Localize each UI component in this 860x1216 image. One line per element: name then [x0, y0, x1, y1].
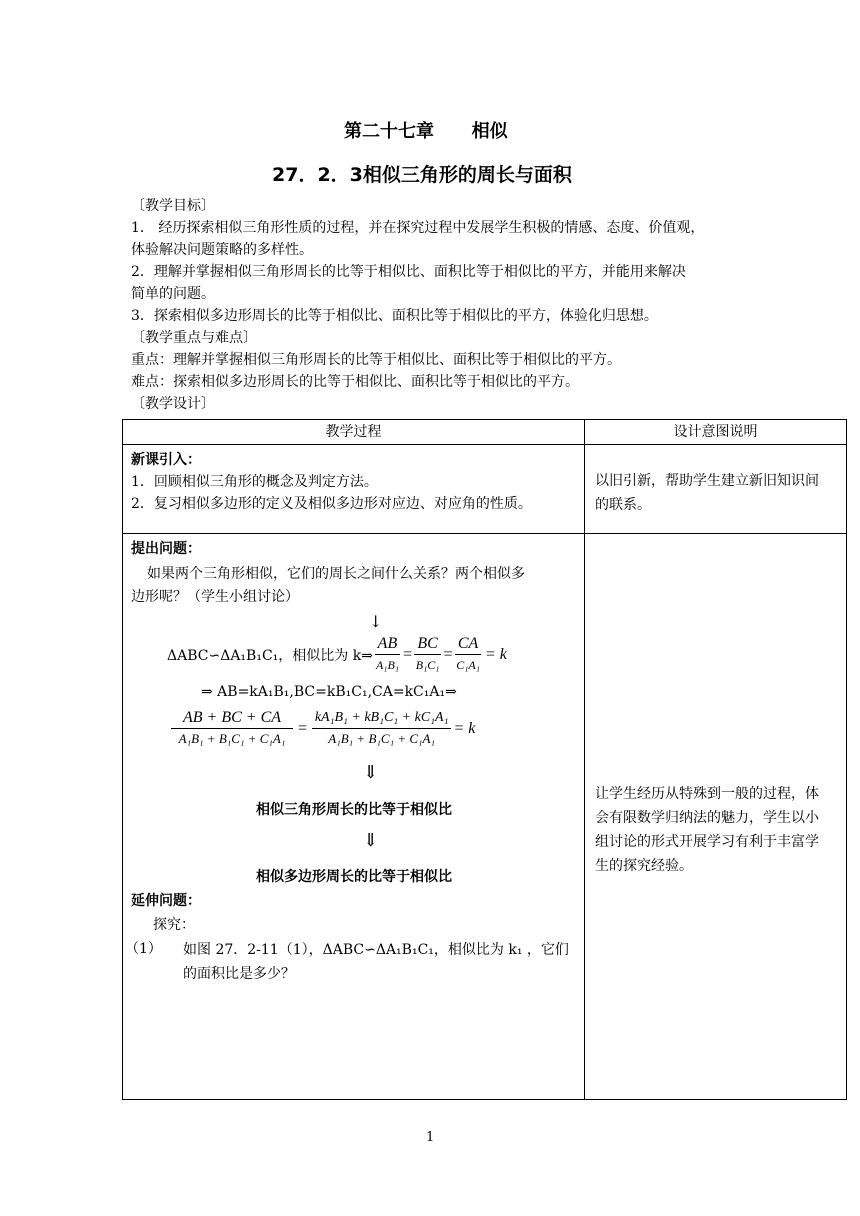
problem-process-cell	[123, 534, 585, 1100]
intro-goals-heading: 〔教学目标〕	[131, 198, 215, 214]
fraction-ca-num: CA	[455, 634, 481, 655]
header-process: 教学过程	[123, 420, 585, 445]
equals-k-2: = k	[453, 719, 476, 737]
perimeter-fraction-1	[171, 708, 293, 749]
explore-label: 探究：	[153, 917, 195, 933]
intro-goal-1: 1． 经历探索相似三角形性质的过程，并在探究过程中发展学生积极的情感、态度、价值观，	[131, 220, 705, 236]
similarity-equation	[167, 634, 507, 675]
intro-focus-heading: 〔教学重点与难点〕	[131, 330, 257, 346]
table-row-intro	[123, 445, 847, 534]
table-row-problem	[123, 534, 847, 1100]
conclusion-triangle: 相似三角形周长的比等于相似比	[256, 802, 452, 818]
chapter-title: 第二十七章 相似	[344, 121, 508, 142]
page-number: 1	[426, 1130, 435, 1145]
intro-difficulty: 难点：探索相似多边形周长的比等于相似比、面积比等于相似比的平方。	[131, 374, 579, 390]
fraction-ca-den: C₁A₁	[456, 658, 480, 672]
fraction-ab	[373, 634, 402, 675]
intro-note-line-2: 的联系。	[595, 497, 651, 513]
perimeter-fraction-1-num: AB + BC + CA	[171, 708, 293, 729]
fraction-bc-num: BC	[414, 634, 440, 655]
question-1-line-1: 如图 27．2-11（1），ΔABC∽ΔA₁B₁C₁，相似比为 k₁ ，它们	[183, 942, 569, 958]
intro-process-cell	[123, 445, 585, 534]
fraction-ab-den: A₁B₁	[375, 658, 399, 672]
question-line-2: 边形呢？（学生小组讨论）	[131, 589, 299, 605]
equals-sign-3: =	[297, 719, 308, 737]
problem-question	[147, 562, 525, 586]
equals-sign-2: =	[442, 645, 454, 663]
question-1-label: （1）	[125, 941, 162, 957]
problem-note-line-1: 让学生经历从特殊到一般的过程，体	[595, 786, 819, 802]
similarity-prefix: ΔABC∽ΔA₁B₁C₁，相似比为 k⇒	[167, 647, 373, 664]
intro-item-1: 1．回顾相似三角形的概念及判定方法。	[131, 474, 378, 490]
fraction-ab-num: AB	[375, 634, 401, 655]
down-arrow-icon: ↓	[369, 612, 383, 631]
lesson-plan-table	[122, 419, 847, 1100]
extend-heading: 延伸问题：	[131, 893, 201, 909]
intro-goal-3: 3．探索相似多边形周长的比等于相似比、面积比等于相似比的平方，体验化归思想。	[131, 308, 658, 324]
fraction-bc-den: B₁C₁	[415, 658, 440, 672]
sides-line: ⇒ AB=kA₁B₁,BC=kB₁C₁,CA=kC₁A₁⇒	[201, 684, 457, 700]
double-arrow-icon-2: ⇓	[363, 830, 379, 851]
fraction-bc	[413, 634, 443, 675]
intro-goal-2-cont: 简单的问题。	[131, 286, 215, 302]
problem-note-cell	[585, 534, 847, 1100]
intro-goal-1-cont: 体验解决问题策略的多样性。	[131, 242, 313, 258]
intro-note-cell	[585, 445, 847, 534]
fraction-ca	[453, 634, 483, 675]
question-line-1: 如果两个三角形相似，它们的周长之间什么关系？两个相似多	[147, 566, 525, 582]
intro-item-2: 2．复习相似多边形的定义及相似多边形对应边、对应角的性质。	[131, 496, 532, 512]
intro-design-heading: 〔教学设计〕	[131, 396, 215, 412]
problem-note-line-4: 生的探究经验。	[595, 858, 693, 874]
problem-note-line-2: 会有限数学归纳法的魅力，学生以小	[595, 810, 819, 826]
problem-heading: 提出问题：	[131, 541, 201, 557]
question-1	[183, 938, 569, 986]
conclusion-polygon: 相似多边形周长的比等于相似比	[256, 869, 452, 885]
intro-goal-2: 2．理解并掌握相似三角形周长的比等于相似比、面积比等于相似比的平方，并能用来解决	[131, 264, 686, 280]
question-1-line-2: 的面积比是多少？	[183, 966, 295, 982]
intro-key-point: 重点：理解并掌握相似三角形周长的比等于相似比、面积比等于相似比的平方。	[131, 352, 621, 368]
perimeter-fraction-2-num: kA₁B₁ + kB₁C₁ + kC₁A₁	[312, 708, 452, 729]
problem-note-line-3: 组讨论的形式开展学习有利于丰富学	[595, 834, 819, 850]
perimeter-fraction-2-den: A₁B₁ + B₁C₁ + C₁A₁	[328, 731, 436, 746]
section-title: 27．2．3相似三角形的周长与面积	[272, 164, 572, 186]
perimeter-fraction-2	[312, 708, 452, 749]
intro-section	[131, 195, 704, 415]
intro-note-line-1: 以旧引新，帮助学生建立新旧知识间	[595, 473, 819, 489]
perimeter-ratio-equation	[171, 708, 475, 749]
equals-sign-1: =	[401, 645, 413, 663]
intro-heading: 新课引入：	[131, 452, 201, 468]
equals-k: = k	[484, 645, 507, 663]
header-design-note: 设计意图说明	[585, 420, 847, 445]
perimeter-fraction-1-den: A₁B₁ + B₁C₁ + C₁A₁	[178, 731, 286, 746]
table-header-row	[123, 420, 847, 445]
double-arrow-icon: ⇓	[363, 762, 379, 783]
